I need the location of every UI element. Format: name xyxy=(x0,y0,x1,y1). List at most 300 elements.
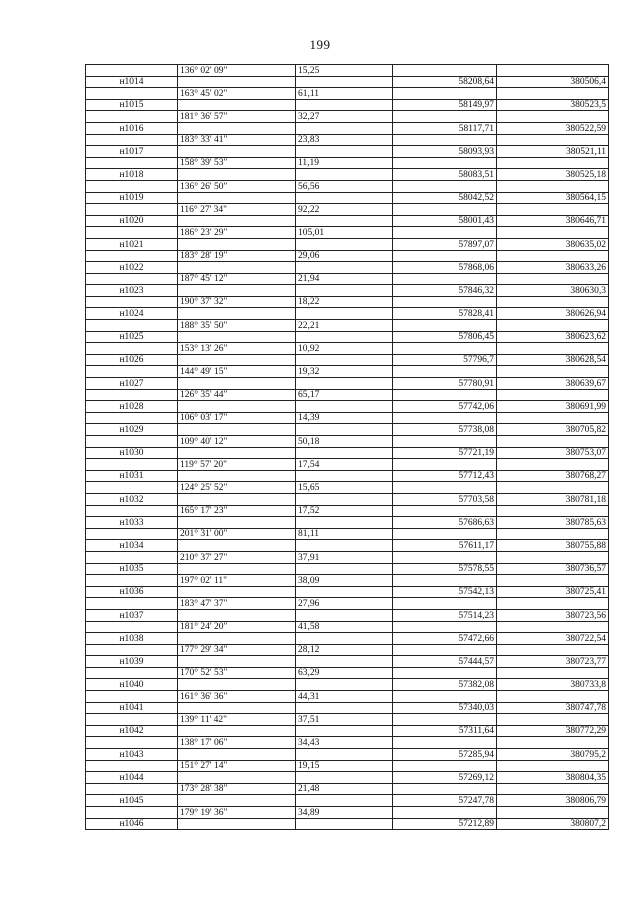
length-cell: 41,58 xyxy=(296,621,393,633)
point-cell: н1027 xyxy=(86,378,178,390)
point-cell: н1037 xyxy=(86,609,178,621)
table-row xyxy=(86,447,609,459)
length-cell: 50,18 xyxy=(296,436,393,448)
table-row xyxy=(86,273,609,285)
length-cell xyxy=(296,818,393,830)
length-cell: 61,11 xyxy=(296,88,393,100)
point-cell: н1021 xyxy=(86,238,178,250)
length-cell xyxy=(296,215,393,227)
point-cell xyxy=(86,621,178,633)
length-cell: 28,12 xyxy=(296,644,393,656)
angle-cell: 181° 36' 57" xyxy=(178,111,296,123)
angle-cell: 188° 35' 50" xyxy=(178,320,296,332)
length-cell xyxy=(296,563,393,575)
length-cell xyxy=(296,772,393,784)
point-cell: н1035 xyxy=(86,563,178,575)
point-cell xyxy=(86,296,178,308)
table-row xyxy=(86,343,609,355)
angle-cell xyxy=(178,656,296,668)
x-coordinate-cell: 57712,43 xyxy=(393,470,497,482)
x-coordinate-cell: 57514,23 xyxy=(393,609,497,621)
page-number: 199 xyxy=(309,37,331,52)
point-cell: н1018 xyxy=(86,169,178,181)
point-cell: н1045 xyxy=(86,795,178,807)
point-cell xyxy=(86,482,178,494)
x-coordinate-cell: 57780,91 xyxy=(393,378,497,390)
table-row xyxy=(86,412,609,424)
y-coordinate-cell xyxy=(497,157,609,169)
angle-cell: 190° 37' 32" xyxy=(178,296,296,308)
x-coordinate-cell xyxy=(393,250,497,262)
coordinates-table xyxy=(85,64,609,830)
table-row xyxy=(86,99,609,111)
y-coordinate-cell: 380506,4 xyxy=(497,76,609,88)
angle-cell xyxy=(178,493,296,505)
length-cell: 27,96 xyxy=(296,598,393,610)
y-coordinate-cell xyxy=(497,575,609,587)
angle-cell xyxy=(178,99,296,111)
length-cell xyxy=(296,146,393,158)
x-coordinate-cell: 57247,78 xyxy=(393,795,497,807)
x-coordinate-cell xyxy=(393,227,497,239)
y-coordinate-cell xyxy=(497,783,609,795)
y-coordinate-cell xyxy=(497,343,609,355)
y-coordinate-cell: 380628,54 xyxy=(497,354,609,366)
x-coordinate-cell xyxy=(393,204,497,216)
x-coordinate-cell: 57382,08 xyxy=(393,679,497,691)
point-cell xyxy=(86,204,178,216)
angle-cell: 153° 13' 26" xyxy=(178,343,296,355)
point-cell: н1024 xyxy=(86,308,178,320)
point-cell xyxy=(86,65,178,77)
length-cell xyxy=(296,238,393,250)
x-coordinate-cell: 57738,08 xyxy=(393,424,497,436)
x-coordinate-cell xyxy=(393,621,497,633)
length-cell: 10,92 xyxy=(296,343,393,355)
table-row xyxy=(86,65,609,77)
point-cell: н1022 xyxy=(86,262,178,274)
table-row xyxy=(86,807,609,819)
x-coordinate-cell xyxy=(393,88,497,100)
table-row xyxy=(86,122,609,134)
point-cell: н1023 xyxy=(86,285,178,297)
x-coordinate-cell: 57897,07 xyxy=(393,238,497,250)
table-row xyxy=(86,760,609,772)
length-cell: 17,52 xyxy=(296,505,393,517)
x-coordinate-cell: 57578,55 xyxy=(393,563,497,575)
y-coordinate-cell: 380633,26 xyxy=(497,262,609,274)
y-coordinate-cell: 380733,8 xyxy=(497,679,609,691)
y-coordinate-cell: 380626,94 xyxy=(497,308,609,320)
table-row xyxy=(86,424,609,436)
table-row xyxy=(86,401,609,413)
point-cell xyxy=(86,320,178,332)
length-cell xyxy=(296,749,393,761)
x-coordinate-cell: 57212,89 xyxy=(393,818,497,830)
length-cell: 18,22 xyxy=(296,296,393,308)
x-coordinate-cell: 57742,06 xyxy=(393,401,497,413)
angle-cell: 119° 57' 20" xyxy=(178,459,296,471)
point-cell: н1040 xyxy=(86,679,178,691)
table-row xyxy=(86,783,609,795)
y-coordinate-cell xyxy=(497,598,609,610)
x-coordinate-cell xyxy=(393,320,497,332)
x-coordinate-cell xyxy=(393,482,497,494)
y-coordinate-cell: 380736,57 xyxy=(497,563,609,575)
angle-cell: 183° 33' 41" xyxy=(178,134,296,146)
point-cell xyxy=(86,598,178,610)
point-cell: н1038 xyxy=(86,633,178,645)
angle-cell xyxy=(178,725,296,737)
length-cell xyxy=(296,725,393,737)
y-coordinate-cell xyxy=(497,737,609,749)
length-cell: 34,43 xyxy=(296,737,393,749)
point-cell: н1020 xyxy=(86,215,178,227)
x-coordinate-cell: 58117,71 xyxy=(393,122,497,134)
y-coordinate-cell: 380639,67 xyxy=(497,378,609,390)
point-cell xyxy=(86,227,178,239)
angle-cell xyxy=(178,517,296,529)
y-coordinate-cell xyxy=(497,389,609,401)
table-row xyxy=(86,238,609,250)
angle-cell: 161° 36' 36" xyxy=(178,691,296,703)
x-coordinate-cell xyxy=(393,528,497,540)
y-coordinate-cell xyxy=(497,273,609,285)
length-cell: 22,21 xyxy=(296,320,393,332)
length-cell xyxy=(296,609,393,621)
point-cell: н1029 xyxy=(86,424,178,436)
y-coordinate-cell: 380755,88 xyxy=(497,540,609,552)
length-cell: 14,39 xyxy=(296,412,393,424)
table-row xyxy=(86,366,609,378)
point-cell xyxy=(86,644,178,656)
x-coordinate-cell: 58001,43 xyxy=(393,215,497,227)
point-cell: н1041 xyxy=(86,702,178,714)
y-coordinate-cell: 380725,41 xyxy=(497,586,609,598)
point-cell xyxy=(86,180,178,192)
y-coordinate-cell: 380635,02 xyxy=(497,238,609,250)
angle-cell: 183° 28' 19" xyxy=(178,250,296,262)
y-coordinate-cell: 380804,35 xyxy=(497,772,609,784)
y-coordinate-cell xyxy=(497,296,609,308)
angle-cell xyxy=(178,424,296,436)
table-row xyxy=(86,331,609,343)
x-coordinate-cell: 57311,64 xyxy=(393,725,497,737)
point-cell xyxy=(86,273,178,285)
length-cell xyxy=(296,656,393,668)
x-coordinate-cell: 57444,57 xyxy=(393,656,497,668)
angle-cell xyxy=(178,169,296,181)
y-coordinate-cell: 380723,56 xyxy=(497,609,609,621)
table-row xyxy=(86,250,609,262)
x-coordinate-cell: 57340,03 xyxy=(393,702,497,714)
angle-cell xyxy=(178,563,296,575)
point-cell: н1025 xyxy=(86,331,178,343)
angle-cell xyxy=(178,76,296,88)
length-cell: 21,48 xyxy=(296,783,393,795)
x-coordinate-cell: 57846,32 xyxy=(393,285,497,297)
table-row xyxy=(86,725,609,737)
x-coordinate-cell: 58083,51 xyxy=(393,169,497,181)
length-cell: 32,27 xyxy=(296,111,393,123)
point-cell: н1030 xyxy=(86,447,178,459)
x-coordinate-cell: 57611,17 xyxy=(393,540,497,552)
y-coordinate-cell xyxy=(497,691,609,703)
table-row xyxy=(86,285,609,297)
x-coordinate-cell xyxy=(393,389,497,401)
point-cell xyxy=(86,691,178,703)
length-cell xyxy=(296,76,393,88)
length-cell xyxy=(296,633,393,645)
length-cell xyxy=(296,401,393,413)
table-row xyxy=(86,714,609,726)
x-coordinate-cell: 57703,58 xyxy=(393,493,497,505)
point-cell xyxy=(86,343,178,355)
table-row xyxy=(86,389,609,401)
x-coordinate-cell xyxy=(393,111,497,123)
point-cell xyxy=(86,760,178,772)
angle-cell xyxy=(178,470,296,482)
angle-cell xyxy=(178,633,296,645)
angle-cell: 181° 24' 20" xyxy=(178,621,296,633)
angle-cell xyxy=(178,146,296,158)
y-coordinate-cell xyxy=(497,528,609,540)
point-cell: н1026 xyxy=(86,354,178,366)
length-cell: 11,19 xyxy=(296,157,393,169)
x-coordinate-cell xyxy=(393,691,497,703)
length-cell xyxy=(296,122,393,134)
point-cell: н1015 xyxy=(86,99,178,111)
y-coordinate-cell xyxy=(497,760,609,772)
table-row xyxy=(86,679,609,691)
point-cell: н1014 xyxy=(86,76,178,88)
point-cell xyxy=(86,111,178,123)
y-coordinate-cell xyxy=(497,644,609,656)
x-coordinate-cell: 57721,19 xyxy=(393,447,497,459)
x-coordinate-cell xyxy=(393,412,497,424)
point-cell xyxy=(86,134,178,146)
table-row xyxy=(86,436,609,448)
angle-cell xyxy=(178,447,296,459)
point-cell: н1019 xyxy=(86,192,178,204)
y-coordinate-cell: 380807,2 xyxy=(497,818,609,830)
y-coordinate-cell: 380521,11 xyxy=(497,146,609,158)
point-cell: н1043 xyxy=(86,749,178,761)
y-coordinate-cell: 380772,29 xyxy=(497,725,609,737)
angle-cell xyxy=(178,609,296,621)
x-coordinate-cell xyxy=(393,134,497,146)
length-cell xyxy=(296,192,393,204)
y-coordinate-cell xyxy=(497,807,609,819)
angle-cell: 116° 27' 34" xyxy=(178,204,296,216)
table-row xyxy=(86,528,609,540)
point-cell xyxy=(86,157,178,169)
length-cell: 56,56 xyxy=(296,180,393,192)
table-row xyxy=(86,482,609,494)
length-cell xyxy=(296,702,393,714)
table-row xyxy=(86,308,609,320)
angle-cell: 177° 29' 34" xyxy=(178,644,296,656)
x-coordinate-cell xyxy=(393,598,497,610)
angle-cell xyxy=(178,122,296,134)
table-row xyxy=(86,192,609,204)
y-coordinate-cell xyxy=(497,366,609,378)
table-row xyxy=(86,320,609,332)
length-cell xyxy=(296,795,393,807)
angle-cell: 173° 28' 38" xyxy=(178,783,296,795)
y-coordinate-cell: 380630,3 xyxy=(497,285,609,297)
angle-cell xyxy=(178,262,296,274)
angle-cell xyxy=(178,215,296,227)
length-cell: 29,06 xyxy=(296,250,393,262)
y-coordinate-cell: 380525,18 xyxy=(497,169,609,181)
point-cell: н1044 xyxy=(86,772,178,784)
table-row xyxy=(86,772,609,784)
angle-cell: 158° 39' 53" xyxy=(178,157,296,169)
angle-cell: 138° 17' 06" xyxy=(178,737,296,749)
point-cell xyxy=(86,714,178,726)
x-coordinate-cell: 57868,06 xyxy=(393,262,497,274)
x-coordinate-cell xyxy=(393,459,497,471)
table-row xyxy=(86,262,609,274)
y-coordinate-cell xyxy=(497,320,609,332)
length-cell: 15,25 xyxy=(296,65,393,77)
length-cell xyxy=(296,354,393,366)
y-coordinate-cell: 380785,63 xyxy=(497,517,609,529)
point-cell xyxy=(86,783,178,795)
length-cell xyxy=(296,447,393,459)
y-coordinate-cell: 380753,07 xyxy=(497,447,609,459)
angle-cell xyxy=(178,702,296,714)
point-cell xyxy=(86,389,178,401)
length-cell: 19,15 xyxy=(296,760,393,772)
angle-cell: 170° 52' 53" xyxy=(178,667,296,679)
coordinates-table-body xyxy=(86,65,609,830)
length-cell xyxy=(296,378,393,390)
angle-cell: 210° 37' 27" xyxy=(178,551,296,563)
y-coordinate-cell: 380522,59 xyxy=(497,122,609,134)
point-cell xyxy=(86,807,178,819)
length-cell xyxy=(296,470,393,482)
y-coordinate-cell xyxy=(497,204,609,216)
angle-cell: 179° 19' 36" xyxy=(178,807,296,819)
x-coordinate-cell: 58208,64 xyxy=(393,76,497,88)
x-coordinate-cell xyxy=(393,366,497,378)
length-cell: 63,29 xyxy=(296,667,393,679)
x-coordinate-cell: 57542,13 xyxy=(393,586,497,598)
length-cell: 15,65 xyxy=(296,482,393,494)
point-cell xyxy=(86,88,178,100)
x-coordinate-cell xyxy=(393,714,497,726)
y-coordinate-cell: 380646,71 xyxy=(497,215,609,227)
point-cell xyxy=(86,250,178,262)
x-coordinate-cell xyxy=(393,737,497,749)
angle-cell: 136° 26' 50" xyxy=(178,180,296,192)
table-row xyxy=(86,470,609,482)
y-coordinate-cell: 380723,77 xyxy=(497,656,609,668)
table-row xyxy=(86,204,609,216)
length-cell xyxy=(296,262,393,274)
table-row xyxy=(86,575,609,587)
length-cell: 34,89 xyxy=(296,807,393,819)
table-row xyxy=(86,517,609,529)
table-row xyxy=(86,795,609,807)
angle-cell xyxy=(178,378,296,390)
point-cell xyxy=(86,366,178,378)
x-coordinate-cell xyxy=(393,343,497,355)
x-coordinate-cell xyxy=(393,783,497,795)
y-coordinate-cell xyxy=(497,505,609,517)
point-cell: н1036 xyxy=(86,586,178,598)
table-row xyxy=(86,644,609,656)
point-cell xyxy=(86,667,178,679)
table-row xyxy=(86,505,609,517)
length-cell: 81,11 xyxy=(296,528,393,540)
length-cell: 37,51 xyxy=(296,714,393,726)
length-cell xyxy=(296,679,393,691)
length-cell xyxy=(296,169,393,181)
x-coordinate-cell xyxy=(393,644,497,656)
y-coordinate-cell xyxy=(497,180,609,192)
angle-cell xyxy=(178,772,296,784)
x-coordinate-cell xyxy=(393,436,497,448)
angle-cell: 183° 47' 37" xyxy=(178,598,296,610)
table-row xyxy=(86,621,609,633)
angle-cell xyxy=(178,401,296,413)
length-cell: 21,94 xyxy=(296,273,393,285)
table-row xyxy=(86,493,609,505)
length-cell: 105,01 xyxy=(296,227,393,239)
angle-cell: 139° 11' 42" xyxy=(178,714,296,726)
x-coordinate-cell: 57269,12 xyxy=(393,772,497,784)
y-coordinate-cell xyxy=(497,250,609,262)
length-cell xyxy=(296,308,393,320)
x-coordinate-cell: 57806,45 xyxy=(393,331,497,343)
point-cell xyxy=(86,412,178,424)
y-coordinate-cell xyxy=(497,111,609,123)
length-cell: 38,09 xyxy=(296,575,393,587)
table-row xyxy=(86,180,609,192)
angle-cell: 109° 40' 12" xyxy=(178,436,296,448)
angle-cell xyxy=(178,586,296,598)
angle-cell xyxy=(178,749,296,761)
x-coordinate-cell xyxy=(393,807,497,819)
table-row xyxy=(86,134,609,146)
point-cell: н1017 xyxy=(86,146,178,158)
table-row xyxy=(86,169,609,181)
table-row xyxy=(86,633,609,645)
angle-cell: 197° 02' 11" xyxy=(178,575,296,587)
angle-cell xyxy=(178,308,296,320)
angle-cell xyxy=(178,540,296,552)
y-coordinate-cell: 380722,54 xyxy=(497,633,609,645)
x-coordinate-cell xyxy=(393,505,497,517)
angle-cell xyxy=(178,192,296,204)
angle-cell: 163° 45' 02" xyxy=(178,88,296,100)
table-row xyxy=(86,354,609,366)
y-coordinate-cell: 380564,15 xyxy=(497,192,609,204)
angle-cell: 151° 27' 14" xyxy=(178,760,296,772)
length-cell: 44,31 xyxy=(296,691,393,703)
y-coordinate-cell: 380806,79 xyxy=(497,795,609,807)
y-coordinate-cell xyxy=(497,436,609,448)
angle-cell xyxy=(178,238,296,250)
length-cell: 92,22 xyxy=(296,204,393,216)
table-row xyxy=(86,378,609,390)
length-cell xyxy=(296,493,393,505)
y-coordinate-cell: 380795,2 xyxy=(497,749,609,761)
point-cell: н1039 xyxy=(86,656,178,668)
